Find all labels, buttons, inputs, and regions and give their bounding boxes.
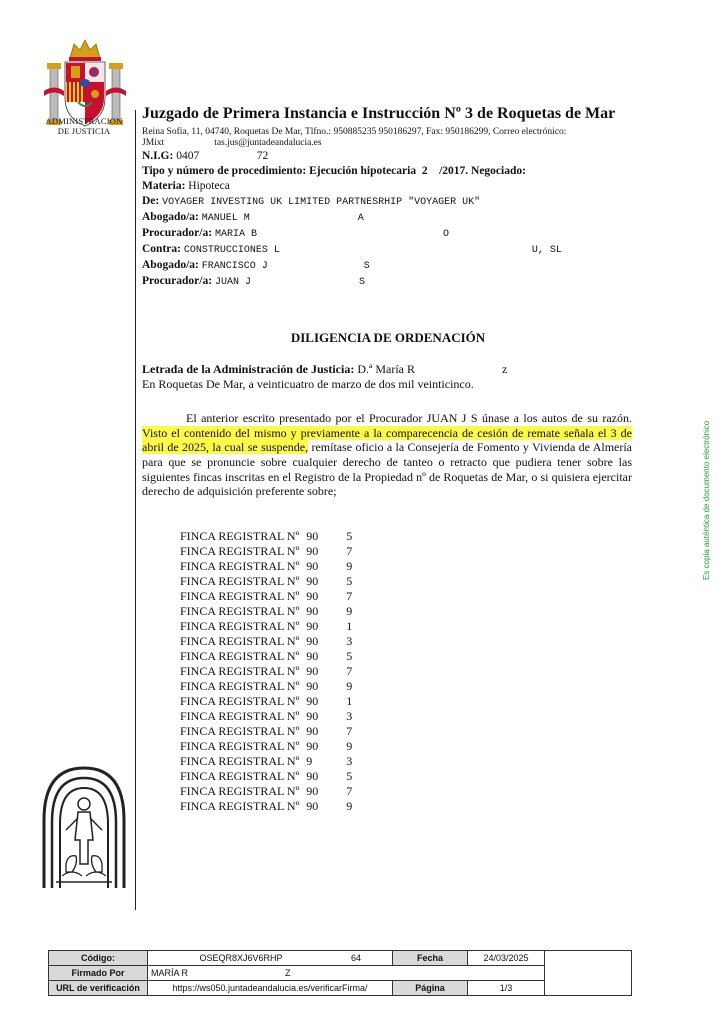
finca-suffix: 5 xyxy=(346,769,353,783)
signer-extra: Z xyxy=(285,968,291,978)
junta-andalucia-emblem xyxy=(38,760,130,890)
finca-number: 90 xyxy=(306,544,319,558)
code-extra: 64 xyxy=(350,953,361,963)
finca-suffix: 5 xyxy=(346,649,353,663)
finca-row xyxy=(180,679,352,694)
materia-row xyxy=(142,179,634,194)
footer-blank-cell xyxy=(545,951,632,996)
finca-row xyxy=(180,769,352,784)
admin-label-text: ADMINISTRACION DE JUSTICIA xyxy=(45,116,123,136)
finca-label: FINCA REGISTRAL Nº xyxy=(180,679,300,693)
finca-suffix: 7 xyxy=(346,589,353,603)
finca-number: 90 xyxy=(306,679,319,693)
finca-number: 90 xyxy=(306,604,319,618)
attorney2-label: Procurador/a: xyxy=(142,275,213,287)
letrada-value: D.ª María R z xyxy=(357,362,508,376)
finca-number: 90 xyxy=(306,664,319,678)
signer-name: MARÍA R xyxy=(151,968,189,978)
finca-row xyxy=(180,649,352,664)
finca-row xyxy=(180,724,352,739)
authentic-copy-note xyxy=(702,420,712,590)
finca-label: FINCA REGISTRAL Nº xyxy=(180,544,300,558)
verify-url-label: URL de verificación xyxy=(49,981,148,996)
vertical-rule xyxy=(135,110,136,910)
nig-value: 0407 72 xyxy=(176,150,269,162)
finca-row xyxy=(180,544,352,559)
lawyer2-value: FRANCISCO J S xyxy=(201,261,370,272)
finca-number: 90 xyxy=(306,529,319,543)
finca-number: 90 xyxy=(306,559,319,573)
finca-number: 90 xyxy=(306,589,319,603)
finca-label: FINCA REGISTRAL Nº xyxy=(180,724,300,738)
court-title: Juzgado de Primera Instancia e Instrucción Nº 3 de Roquetas de Mar xyxy=(142,105,616,122)
finca-row xyxy=(180,799,352,814)
finca-label: FINCA REGISTRAL Nº xyxy=(180,589,300,603)
finca-row xyxy=(180,604,352,619)
plaintiff-row xyxy=(142,194,634,210)
code-value xyxy=(148,951,393,966)
finca-row xyxy=(180,709,352,724)
page-value: 1/3 xyxy=(468,981,545,996)
finca-number: 90 xyxy=(306,769,319,783)
finca-label: FINCA REGISTRAL Nº xyxy=(180,604,300,618)
attorney2-value: JUAN J S xyxy=(214,277,365,288)
page-label: Página xyxy=(393,981,468,996)
procedure-value: Ejecución hipotecaria 2 /2017. Negociado: xyxy=(309,165,526,177)
lawyer2-label: Abogado/a: xyxy=(142,259,199,271)
lawyer1-row xyxy=(142,210,634,226)
main-paragraph xyxy=(142,411,632,499)
attorney1-row xyxy=(142,226,634,242)
nig-row xyxy=(142,149,634,164)
materia-value: Hipoteca xyxy=(188,180,230,192)
finca-label: FINCA REGISTRAL Nº xyxy=(180,529,300,543)
finca-label: FINCA REGISTRAL Nº xyxy=(180,694,300,708)
date-line: En Roquetas De Mar, a veinticuatro de marzo de dos mil veinticinco. xyxy=(142,376,474,391)
finca-label: FINCA REGISTRAL Nº xyxy=(180,664,300,678)
finca-suffix: 5 xyxy=(346,574,353,588)
date-value: 24/03/2025 xyxy=(468,951,545,966)
court-address xyxy=(142,127,634,149)
finca-row xyxy=(180,754,352,769)
footer-row-signed xyxy=(49,966,632,981)
finca-label: FINCA REGISTRAL Nº xyxy=(180,649,300,663)
address-text: Reina Sofía, 11, 04740, Roquetas De Mar, Tlfno.: 950885235 950186297, Fax: 950186299, Correo electrónico: xyxy=(142,127,567,137)
finca-suffix: 1 xyxy=(346,619,353,633)
finca-row xyxy=(180,784,352,799)
finca-row xyxy=(180,664,352,679)
finca-label: FINCA REGISTRAL Nº xyxy=(180,634,300,648)
procedure-row xyxy=(142,164,634,179)
court-header xyxy=(142,104,634,290)
finca-number: 90 xyxy=(306,649,319,663)
materia-label: Materia: xyxy=(142,180,186,192)
document-body xyxy=(142,362,632,499)
finca-suffix: 9 xyxy=(346,739,353,753)
lawyer1-value: MANUEL M A xyxy=(201,213,364,224)
finca-row xyxy=(180,559,352,574)
defendant-value: CONSTRUCCIONES L U, SL xyxy=(183,245,562,256)
finca-label: FINCA REGISTRAL Nº xyxy=(180,769,300,783)
finca-label: FINCA REGISTRAL Nº xyxy=(180,619,300,633)
code-label: Código: xyxy=(49,951,148,966)
finca-label: FINCA REGISTRAL Nº xyxy=(180,754,300,768)
finca-label: FINCA REGISTRAL Nº xyxy=(180,574,300,588)
authentic-copy-text: Es copia auténtica de documento electrónico xyxy=(702,420,711,580)
finca-suffix: 3 xyxy=(346,634,353,648)
finca-row xyxy=(180,694,352,709)
finca-number: 90 xyxy=(306,694,319,708)
finca-row xyxy=(180,619,352,634)
finca-number: 90 xyxy=(306,574,319,588)
footer-row-url xyxy=(49,981,632,996)
finca-label: FINCA REGISTRAL Nº xyxy=(180,709,300,723)
finca-label: FINCA REGISTRAL Nº xyxy=(180,799,300,813)
plaintiff-label: De: xyxy=(142,195,160,207)
defendant-label: Contra: xyxy=(142,243,181,255)
paragraph-start: El anterior escrito presentado por el Procurador JUAN J S únase a los autos de su razón. xyxy=(186,411,632,426)
footer-row-code xyxy=(49,951,632,966)
attorney1-value: MARIA B O xyxy=(214,229,449,240)
finca-suffix: 3 xyxy=(346,709,353,723)
finca-suffix: 9 xyxy=(346,799,353,813)
finca-number: 90 xyxy=(306,724,319,738)
attorney2-row xyxy=(142,274,634,290)
finca-suffix: 5 xyxy=(346,529,353,543)
signed-by-value xyxy=(148,966,545,981)
finca-suffix: 1 xyxy=(346,694,353,708)
paragraph-end: remítase oficio a la Consejería de Fomento y Vivienda de Almería para que se pronuncie sobre cualquier derecho de tanteo o retracto que pudiera tener sobre las siguientes fincas inscritas en el Registro de la Propiedad nº de Roquetas de Mar, o si quisiera ejercitar derecho de adquisición preferente sobre; xyxy=(142,440,633,499)
nig-label: N.I.G: xyxy=(142,150,174,162)
finca-number: 90 xyxy=(306,739,319,753)
finca-row xyxy=(180,574,352,589)
document-title: DILIGENCIA DE ORDENACIÓN xyxy=(290,330,486,345)
finca-row xyxy=(180,634,352,649)
defendant-row xyxy=(142,242,634,258)
finca-label: FINCA REGISTRAL Nº xyxy=(180,784,300,798)
finca-number: 9 xyxy=(306,754,313,768)
finca-row xyxy=(180,739,352,754)
finca-suffix: 9 xyxy=(346,604,353,618)
lawyer2-row xyxy=(142,258,634,274)
finca-label: FINCA REGISTRAL Nº xyxy=(180,739,300,753)
signed-by-label: Firmado Por xyxy=(49,966,148,981)
finca-number: 90 xyxy=(306,799,319,813)
finca-suffix: 9 xyxy=(346,559,353,573)
attorney1-label: Procurador/a: xyxy=(142,227,213,239)
finca-number: 90 xyxy=(306,619,319,633)
finca-number: 90 xyxy=(306,634,319,648)
lawyer1-label: Abogado/a: xyxy=(142,211,199,223)
finca-row xyxy=(180,589,352,604)
letrada-label: Letrada de la Administración de Justicia: xyxy=(142,362,355,376)
finca-list xyxy=(180,529,352,814)
admin-justice-label xyxy=(36,116,132,136)
plaintiff-value: VOYAGER INVESTING UK LIMITED PARTNESRHIP "VOYAGER UK" xyxy=(162,197,481,208)
procedure-label: Tipo y número de procedimiento: xyxy=(142,165,307,177)
finca-label: FINCA REGISTRAL Nº xyxy=(180,559,300,573)
finca-suffix: 7 xyxy=(346,784,353,798)
letrada-line xyxy=(142,362,632,377)
finca-suffix: 9 xyxy=(346,679,353,693)
finca-number: 90 xyxy=(306,784,319,798)
finca-suffix: 7 xyxy=(346,544,353,558)
email-prefix: JMixt xyxy=(142,138,165,148)
verify-url-value[interactable]: https://ws050.juntadeandalucia.es/verificarFirma/ xyxy=(148,981,393,996)
finca-suffix: 3 xyxy=(346,754,353,768)
date-label: Fecha xyxy=(393,951,468,966)
verification-footer xyxy=(48,950,632,996)
finca-number: 90 xyxy=(306,709,319,723)
finca-row xyxy=(180,529,352,544)
code-text: OSEQR8XJ6V6RHP xyxy=(199,953,283,963)
highlighted-text: Visto el contenido del mismo y previamente a la comparecencia de cesión de remate señala el 3 de abril de 2025, la cual se suspende, xyxy=(142,425,632,455)
finca-suffix: 7 xyxy=(346,724,353,738)
email-address: tas.jus@juntadeandalucia.es xyxy=(214,138,322,148)
finca-suffix: 7 xyxy=(346,664,353,678)
